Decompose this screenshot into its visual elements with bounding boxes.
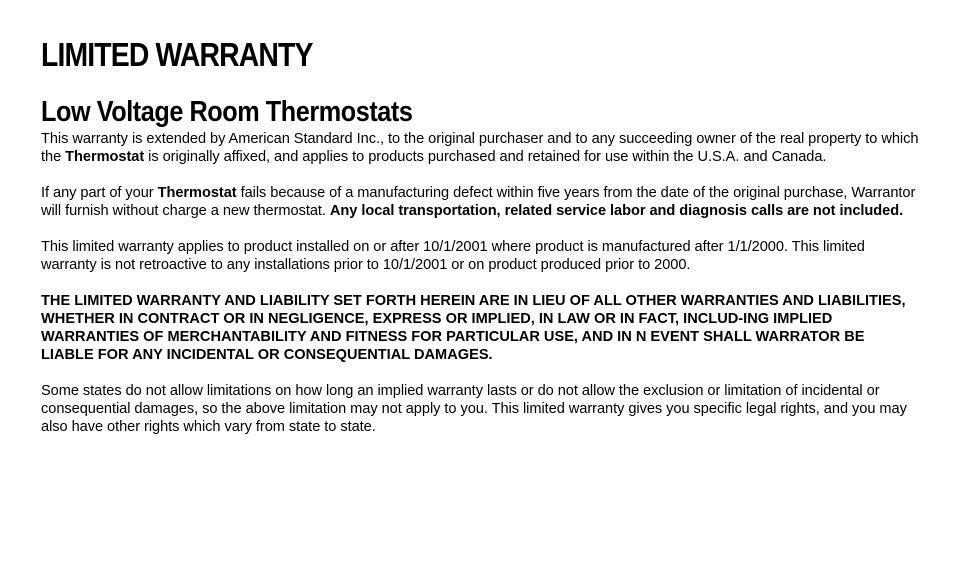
- liability-disclaimer-paragraph: THE LIMITED WARRANTY AND LIABILITY SET FORTH HEREIN ARE IN LIEU OF ALL OTHER WARRANTIES AND LIABILITIES, WHETHER IN CONTRACT OR IN NEGLIGENCE, EXPRESS OR IMPLIED, IN LAW OR IN FACT, INCLUD-ING IMPLIED WARRANTIES OF MERCHANTABILITY AND FITNESS FOR PARTICULAR USE, AND IN N EVENT SHALL WARRATOR BE LIABLE FOR ANY INCIDENTAL OR CONSEQUENTIAL DAMAGES.: [41, 293, 906, 363]
- scope-product-name: Thermostat: [65, 149, 145, 165]
- state-rights-paragraph: Some states do not allow limitations on how long an implied warranty lasts or do not allow the exclusion or limitation of incidental or consequential damages, so the above limitation may not apply to you. This limited warranty gives you specific legal rights, and you may also have other rights which vary from state to state.: [41, 383, 907, 435]
- coverage-text-start: If any part of your: [41, 185, 158, 201]
- page-title: LIMITED WARRANTY: [41, 36, 313, 73]
- warranty-scope-paragraph: [41, 130, 921, 166]
- coverage-exclusions: Any local transportation, related service labor and diagnosis calls are not included.: [329, 203, 904, 219]
- warranty-dates-paragraph: This limited warranty applies to product installed on or after 10/1/2001 where product is manufactured after 1/1/2000. This limited warranty is not retroactive to any installations prior to 10/1/2001 or on product produced prior to 2000.: [41, 239, 865, 273]
- coverage-text-middle: fails because of a manufacturing defect within five years from the date of the original purchase, Warrantor will furnish without charge a new thermostat.: [41, 185, 916, 219]
- page-subtitle: Low Voltage Room Thermostats: [41, 96, 413, 128]
- scope-text-end: is originally affixed, and applies to products purchased and retained for use within the U.S.A. and Canada.: [144, 149, 827, 165]
- scope-text-start: This warranty is extended by American Standard Inc., to the original purchaser and to any succeeding owner of the real property to which the: [41, 131, 919, 165]
- coverage-product-name: Thermostat: [157, 185, 237, 201]
- warranty-document: [41, 34, 921, 436]
- warranty-coverage-paragraph: [41, 184, 921, 220]
